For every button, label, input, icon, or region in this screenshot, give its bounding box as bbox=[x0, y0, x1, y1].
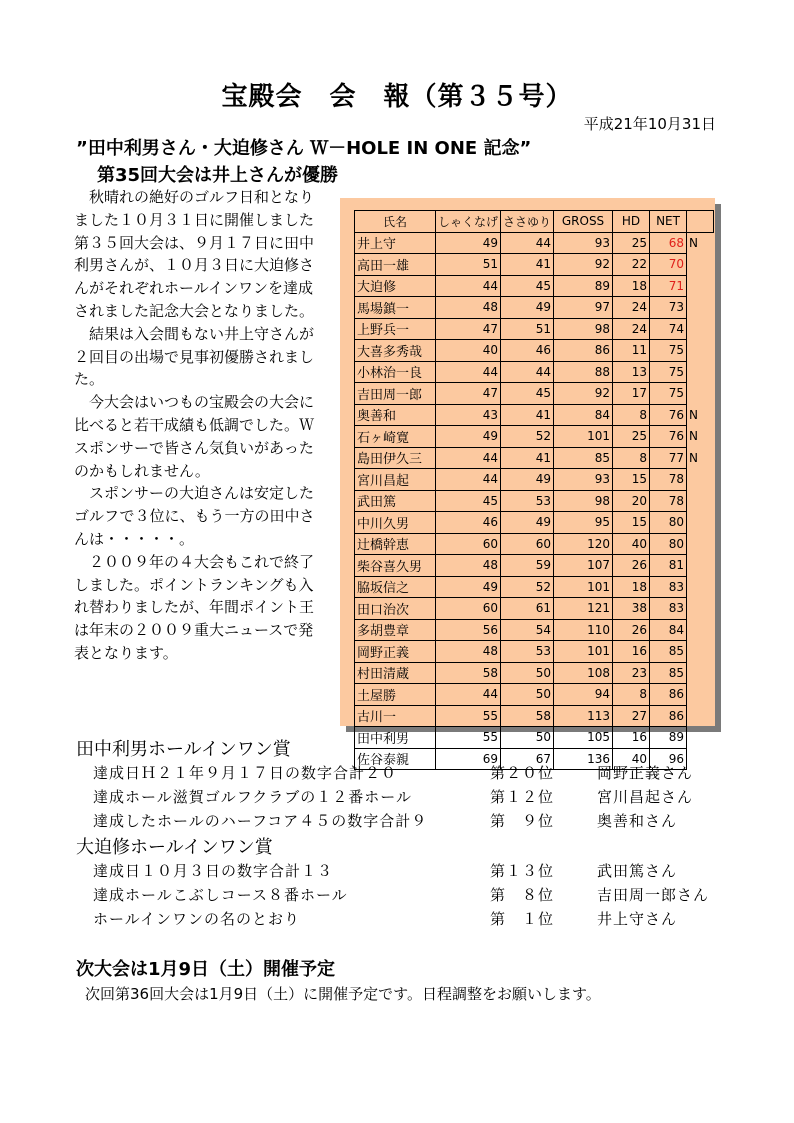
score-gross: 121 bbox=[554, 598, 613, 620]
player-name: 島田伊久三 bbox=[355, 447, 436, 469]
results-row bbox=[355, 447, 714, 469]
score-net: 75 bbox=[650, 383, 687, 405]
header-hd: HD bbox=[613, 211, 650, 233]
results-row bbox=[355, 705, 714, 727]
score-out: 49 bbox=[436, 426, 501, 448]
score-net: 75 bbox=[650, 361, 687, 383]
score-out: 49 bbox=[436, 576, 501, 598]
score-out: 44 bbox=[436, 684, 501, 706]
score-in: 52 bbox=[501, 426, 554, 448]
score-out: 48 bbox=[436, 641, 501, 663]
score-net: 68 bbox=[650, 232, 687, 254]
handicap: 15 bbox=[613, 512, 650, 534]
score-net: 96 bbox=[650, 748, 687, 770]
score-in: 41 bbox=[501, 447, 554, 469]
handicap: 24 bbox=[613, 297, 650, 319]
tournament-report bbox=[74, 186, 326, 665]
player-name: 柴谷喜久男 bbox=[355, 555, 436, 577]
newcomer-flag bbox=[687, 469, 714, 491]
score-in: 50 bbox=[501, 662, 554, 684]
newcomer-flag bbox=[687, 576, 714, 598]
report-paragraph: 今大会はいつもの宝殿会の大会に比べると若干成績も低調でした。Ｗスポンサーで皆さん気負いがあったのかもしれません。 bbox=[74, 393, 315, 480]
score-out: 51 bbox=[436, 254, 501, 276]
award1-winner: 岡野正義さん bbox=[597, 764, 694, 782]
results-row bbox=[355, 619, 714, 641]
score-in: 53 bbox=[501, 641, 554, 663]
score-gross: 101 bbox=[554, 641, 613, 663]
score-gross: 85 bbox=[554, 447, 613, 469]
results-row bbox=[355, 576, 714, 598]
award2-desc: 達成日１０月３日の数字合計１３ bbox=[93, 862, 334, 880]
score-gross: 93 bbox=[554, 469, 613, 491]
player-name: 石ヶ崎寛 bbox=[355, 426, 436, 448]
results-row bbox=[355, 318, 714, 340]
player-name: 奥善和 bbox=[355, 404, 436, 426]
score-gross: 95 bbox=[554, 512, 613, 534]
next-event-text: 次回第36回大会は1月9日（土）に開催予定です。日程調整をお願いします。 bbox=[85, 985, 601, 1003]
award1-rank: 第２０位 bbox=[490, 764, 555, 782]
player-name: 佐谷泰親 bbox=[355, 748, 436, 770]
handicap: 13 bbox=[613, 361, 650, 383]
player-name: 田口治次 bbox=[355, 598, 436, 620]
score-in: 58 bbox=[501, 705, 554, 727]
report-paragraph: スポンサーの大迫さんは安定したゴルフで３位に、もう一方の田中さんは・・・・・。 bbox=[74, 484, 315, 548]
handicap: 27 bbox=[613, 705, 650, 727]
player-name: 田中利男 bbox=[355, 727, 436, 749]
score-out: 44 bbox=[436, 361, 501, 383]
score-gross: 108 bbox=[554, 662, 613, 684]
score-out: 60 bbox=[436, 533, 501, 555]
report-paragraph: ２００９年の４大会もこれで終了しました。ポイントランキングも入れ替わりましたが、年間ポイント王は年末の２００９重大ニュースで発表となります。 bbox=[74, 552, 315, 662]
score-in: 49 bbox=[501, 297, 554, 319]
handicap: 26 bbox=[613, 555, 650, 577]
handicap: 8 bbox=[613, 447, 650, 469]
handicap: 40 bbox=[613, 748, 650, 770]
newcomer-flag bbox=[687, 555, 714, 577]
score-gross: 113 bbox=[554, 705, 613, 727]
score-net: 78 bbox=[650, 490, 687, 512]
handicap: 11 bbox=[613, 340, 650, 362]
newcomer-flag bbox=[687, 684, 714, 706]
handicap: 8 bbox=[613, 684, 650, 706]
newcomer-flag bbox=[687, 383, 714, 405]
award2-rank: 第 １位 bbox=[490, 910, 555, 928]
score-gross: 89 bbox=[554, 275, 613, 297]
score-gross: 94 bbox=[554, 684, 613, 706]
handicap: 24 bbox=[613, 318, 650, 340]
score-net: 83 bbox=[650, 598, 687, 620]
results-row bbox=[355, 469, 714, 491]
score-out: 46 bbox=[436, 512, 501, 534]
award2-desc: 達成ホールこぶしコース８番ホール bbox=[93, 886, 348, 904]
score-net: 75 bbox=[650, 340, 687, 362]
score-out: 48 bbox=[436, 297, 501, 319]
player-name: 多胡豊章 bbox=[355, 619, 436, 641]
issue-date: 平成21年10月31日 bbox=[583, 115, 716, 133]
newcomer-flag: N bbox=[687, 232, 714, 254]
newcomer-flag bbox=[687, 254, 714, 276]
score-net: 80 bbox=[650, 533, 687, 555]
award2-rank: 第 ８位 bbox=[490, 886, 555, 904]
score-net: 84 bbox=[650, 619, 687, 641]
award2-desc: ホールインワンの名のとおり bbox=[93, 910, 300, 928]
score-gross: 136 bbox=[554, 748, 613, 770]
handicap: 16 bbox=[613, 727, 650, 749]
report-paragraph: 結果は入会間もない井上守さんが２回目の出場で見事初優勝されました。 bbox=[74, 324, 315, 389]
score-out: 43 bbox=[436, 404, 501, 426]
score-gross: 98 bbox=[554, 318, 613, 340]
newcomer-flag: N bbox=[687, 426, 714, 448]
results-panel bbox=[340, 198, 715, 769]
score-out: 44 bbox=[436, 469, 501, 491]
newcomer-flag bbox=[687, 512, 714, 534]
award2-heading: 大迫修ホールインワン賞 bbox=[76, 837, 273, 858]
score-in: 59 bbox=[501, 555, 554, 577]
handicap: 20 bbox=[613, 490, 650, 512]
score-gross: 98 bbox=[554, 490, 613, 512]
score-in: 41 bbox=[501, 404, 554, 426]
score-in: 49 bbox=[501, 469, 554, 491]
score-gross: 84 bbox=[554, 404, 613, 426]
results-row bbox=[355, 297, 714, 319]
results-row bbox=[355, 275, 714, 297]
player-name: 大喜多秀哉 bbox=[355, 340, 436, 362]
player-name: 小林治一良 bbox=[355, 361, 436, 383]
newcomer-flag bbox=[687, 533, 714, 555]
score-out: 47 bbox=[436, 318, 501, 340]
score-out: 44 bbox=[436, 447, 501, 469]
player-name: 脇坂信之 bbox=[355, 576, 436, 598]
score-in: 45 bbox=[501, 275, 554, 297]
score-in: 44 bbox=[501, 232, 554, 254]
score-in: 54 bbox=[501, 619, 554, 641]
score-out: 58 bbox=[436, 662, 501, 684]
score-in: 50 bbox=[501, 727, 554, 749]
player-name: 宮川昌起 bbox=[355, 469, 436, 491]
results-row bbox=[355, 232, 714, 254]
award1-winner: 奥善和さん bbox=[597, 812, 678, 830]
award1-winner: 宮川昌起さん bbox=[597, 788, 694, 806]
score-gross: 92 bbox=[554, 254, 613, 276]
newcomer-flag bbox=[687, 340, 714, 362]
score-net: 74 bbox=[650, 318, 687, 340]
results-row bbox=[355, 512, 714, 534]
score-net: 76 bbox=[650, 426, 687, 448]
header-flag bbox=[687, 211, 714, 233]
score-gross: 92 bbox=[554, 383, 613, 405]
score-net: 85 bbox=[650, 641, 687, 663]
handicap: 8 bbox=[613, 404, 650, 426]
award1-heading: 田中利男ホールインワン賞 bbox=[76, 739, 291, 760]
score-gross: 107 bbox=[554, 555, 613, 577]
score-net: 86 bbox=[650, 684, 687, 706]
newcomer-flag bbox=[687, 641, 714, 663]
handicap: 18 bbox=[613, 576, 650, 598]
results-row bbox=[355, 727, 714, 749]
score-in: 67 bbox=[501, 748, 554, 770]
results-row bbox=[355, 490, 714, 512]
score-out: 48 bbox=[436, 555, 501, 577]
score-net: 86 bbox=[650, 705, 687, 727]
handicap: 40 bbox=[613, 533, 650, 555]
score-in: 51 bbox=[501, 318, 554, 340]
score-net: 76 bbox=[650, 404, 687, 426]
results-row bbox=[355, 641, 714, 663]
score-out: 49 bbox=[436, 232, 501, 254]
header-out: しゃくなげ bbox=[436, 211, 501, 233]
headline-winner: 第35回大会は井上さんが優勝 bbox=[97, 165, 339, 186]
score-out: 44 bbox=[436, 275, 501, 297]
newcomer-flag: N bbox=[687, 447, 714, 469]
newcomer-flag bbox=[687, 318, 714, 340]
score-net: 78 bbox=[650, 469, 687, 491]
score-net: 89 bbox=[650, 727, 687, 749]
results-row bbox=[355, 598, 714, 620]
results-row bbox=[355, 404, 714, 426]
score-in: 49 bbox=[501, 512, 554, 534]
score-net: 80 bbox=[650, 512, 687, 534]
player-name: 高田一雄 bbox=[355, 254, 436, 276]
results-table bbox=[354, 210, 714, 770]
results-row bbox=[355, 426, 714, 448]
score-in: 53 bbox=[501, 490, 554, 512]
header-net: NET bbox=[650, 211, 687, 233]
award1-rank: 第 ９位 bbox=[490, 812, 555, 830]
page-title: 宝殿会 会 報（第３５号） bbox=[221, 82, 573, 112]
newcomer-flag bbox=[687, 490, 714, 512]
score-in: 50 bbox=[501, 684, 554, 706]
player-name: 土屋勝 bbox=[355, 684, 436, 706]
score-net: 71 bbox=[650, 275, 687, 297]
handicap: 22 bbox=[613, 254, 650, 276]
score-out: 69 bbox=[436, 748, 501, 770]
award1-desc: 達成したホールのハーフコア４５の数字合計９ bbox=[93, 812, 428, 830]
handicap: 38 bbox=[613, 598, 650, 620]
score-net: 70 bbox=[650, 254, 687, 276]
handicap: 26 bbox=[613, 619, 650, 641]
results-row bbox=[355, 533, 714, 555]
newcomer-flag bbox=[687, 727, 714, 749]
newcomer-flag bbox=[687, 662, 714, 684]
score-net: 83 bbox=[650, 576, 687, 598]
player-name: 大迫修 bbox=[355, 275, 436, 297]
award2-winner: 吉田周一郎さん bbox=[597, 886, 710, 904]
score-gross: 88 bbox=[554, 361, 613, 383]
player-name: 馬場鎮一 bbox=[355, 297, 436, 319]
score-out: 55 bbox=[436, 705, 501, 727]
header-gross: GROSS bbox=[554, 211, 613, 233]
handicap: 16 bbox=[613, 641, 650, 663]
results-row bbox=[355, 684, 714, 706]
score-in: 61 bbox=[501, 598, 554, 620]
handicap: 25 bbox=[613, 232, 650, 254]
score-gross: 97 bbox=[554, 297, 613, 319]
score-gross: 93 bbox=[554, 232, 613, 254]
player-name: 岡野正義 bbox=[355, 641, 436, 663]
score-gross: 101 bbox=[554, 426, 613, 448]
score-gross: 86 bbox=[554, 340, 613, 362]
player-name: 村田清蔵 bbox=[355, 662, 436, 684]
score-net: 85 bbox=[650, 662, 687, 684]
score-out: 40 bbox=[436, 340, 501, 362]
score-in: 60 bbox=[501, 533, 554, 555]
newcomer-flag bbox=[687, 361, 714, 383]
score-gross: 110 bbox=[554, 619, 613, 641]
handicap: 18 bbox=[613, 275, 650, 297]
score-out: 56 bbox=[436, 619, 501, 641]
player-name: 古川一 bbox=[355, 705, 436, 727]
next-event-heading: 次大会は1月9日（土）開催予定 bbox=[76, 959, 336, 980]
score-out: 47 bbox=[436, 383, 501, 405]
results-row bbox=[355, 662, 714, 684]
score-out: 60 bbox=[436, 598, 501, 620]
player-name: 辻橋幹恵 bbox=[355, 533, 436, 555]
score-net: 73 bbox=[650, 297, 687, 319]
player-name: 上野兵一 bbox=[355, 318, 436, 340]
newcomer-flag bbox=[687, 297, 714, 319]
handicap: 15 bbox=[613, 469, 650, 491]
header-name: 氏名 bbox=[355, 211, 436, 233]
results-row bbox=[355, 254, 714, 276]
score-net: 81 bbox=[650, 555, 687, 577]
handicap: 25 bbox=[613, 426, 650, 448]
headline-commemoration: ”田中利男さん・大迫修さん Ｗ－HOLE IN ONE 記念” bbox=[76, 138, 532, 159]
award1-rank: 第１２位 bbox=[490, 788, 555, 806]
score-gross: 105 bbox=[554, 727, 613, 749]
results-row bbox=[355, 340, 714, 362]
award1-desc: 達成ホール滋賀ゴルフクラブの１２番ホール bbox=[93, 788, 412, 806]
score-in: 41 bbox=[501, 254, 554, 276]
score-in: 46 bbox=[501, 340, 554, 362]
player-name: 井上守 bbox=[355, 232, 436, 254]
score-gross: 101 bbox=[554, 576, 613, 598]
award2-winner: 井上守さん bbox=[597, 910, 678, 928]
report-paragraph: 秋晴れの絶好のゴルフ日和となりました１０月３１日に開催しました第３５回大会は、９月１７日に田中利男さんが、１０月３日に大迫修さんがそれぞれホールインワンを達成されました記念大会となりました。 bbox=[74, 188, 315, 320]
results-header-row bbox=[355, 211, 714, 233]
score-in: 45 bbox=[501, 383, 554, 405]
award2-rank: 第１３位 bbox=[490, 862, 555, 880]
player-name: 武田篤 bbox=[355, 490, 436, 512]
score-in: 44 bbox=[501, 361, 554, 383]
award2-winner: 武田篤さん bbox=[597, 862, 678, 880]
player-name: 中川久男 bbox=[355, 512, 436, 534]
newcomer-flag bbox=[687, 598, 714, 620]
newcomer-flag bbox=[687, 705, 714, 727]
header-in: ささゆり bbox=[501, 211, 554, 233]
newcomer-flag bbox=[687, 619, 714, 641]
score-gross: 120 bbox=[554, 533, 613, 555]
player-name: 吉田周一郎 bbox=[355, 383, 436, 405]
newcomer-flag bbox=[687, 275, 714, 297]
score-out: 45 bbox=[436, 490, 501, 512]
results-row bbox=[355, 361, 714, 383]
results-row bbox=[355, 383, 714, 405]
score-in: 52 bbox=[501, 576, 554, 598]
award1-desc: 達成日Ｈ２１年９月１７日の数字合計２０ bbox=[93, 764, 398, 782]
score-net: 77 bbox=[650, 447, 687, 469]
handicap: 23 bbox=[613, 662, 650, 684]
handicap: 17 bbox=[613, 383, 650, 405]
results-row bbox=[355, 555, 714, 577]
newcomer-flag: N bbox=[687, 404, 714, 426]
score-out: 55 bbox=[436, 727, 501, 749]
